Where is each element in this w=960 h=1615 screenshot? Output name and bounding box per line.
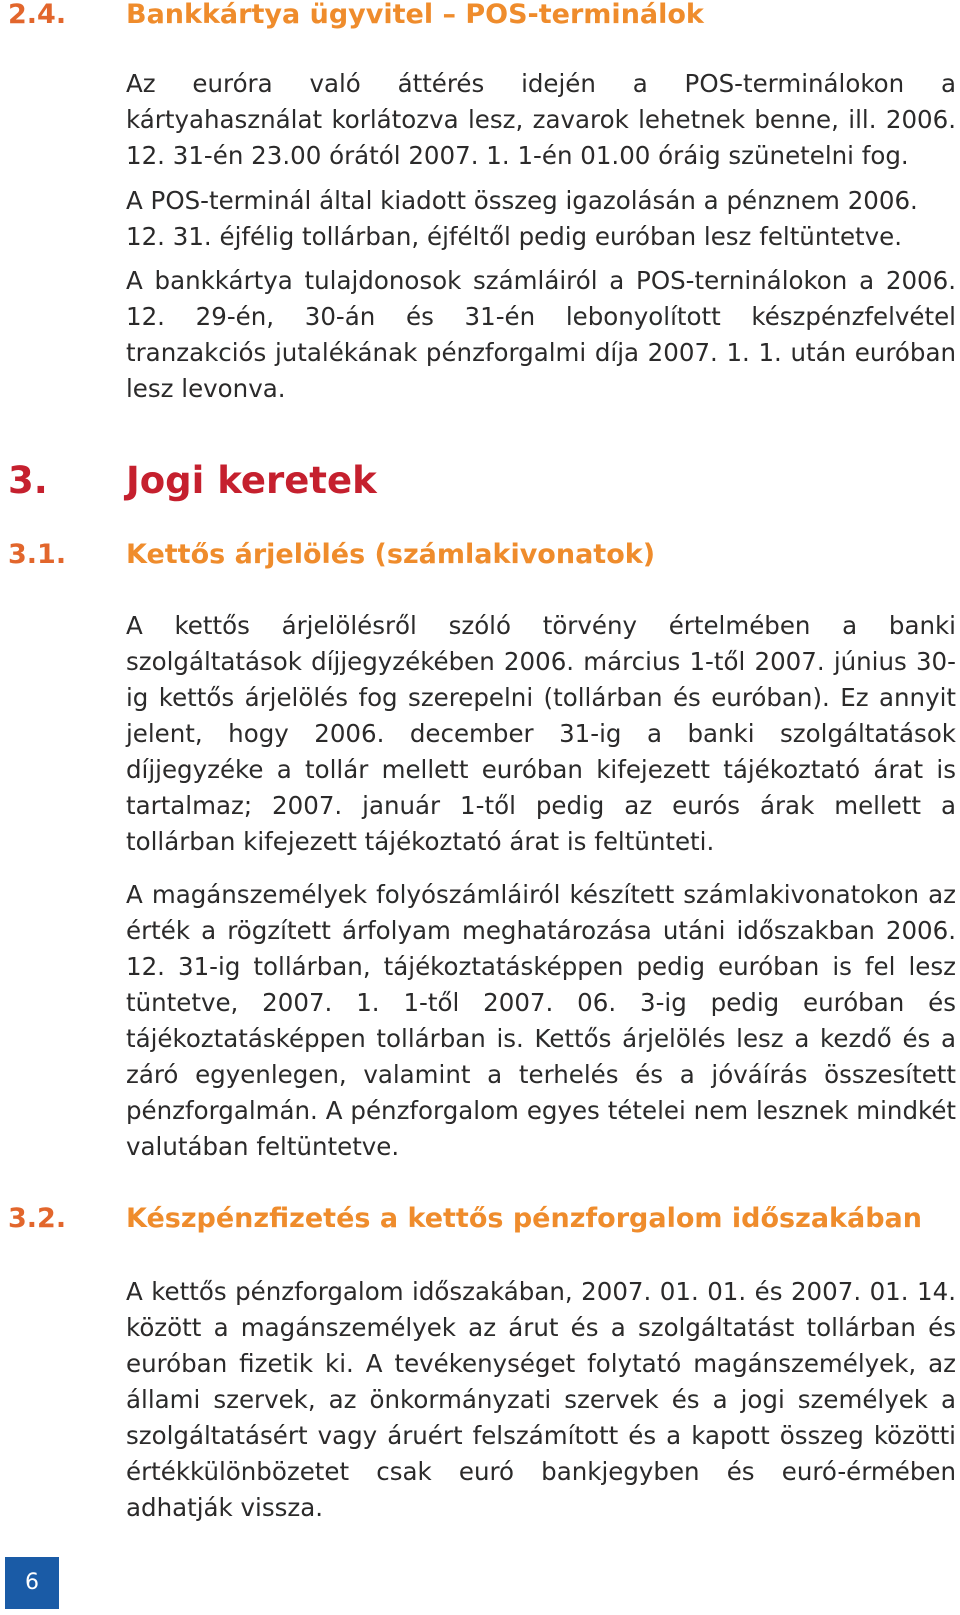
- page-number-badge: 6: [5, 1557, 59, 1609]
- section-3-1-paragraph-2: A magánszemélyek folyószámláiról készített számlakivonatokon az érték a rögzített árfolyam meghatározása utáni időszakban 2006. 12. 31-ig tollárban, tájékoztatásképpen pedig euróban is fel lesz tüntetve, 2007. 1. 1-től 2007. 06. 3-ig pedig euróban és tájékoztatásképpen tollárban is. Kettős árjelölés lesz a kezdő és a záró egyenlegen, valamint a terhelés és a jóváírás összesített pénzforgalmán. A pénzforgalom egyes tételei nem lesznek mindkét valutában feltüntetve.: [126, 880, 956, 1161]
- chapter-3-title: Jogi keretek: [126, 459, 377, 502]
- section-2-4-paragraph-1: Az euróra való áttérés idején a POS-terminálokon a kártyahasználat korlátozva lesz, zavarok lehetnek benne, ill. 2006. 12. 31-én 23.00 órától 2007. 1. 1-én 01.00 óráig szünetelni fog.: [126, 69, 956, 170]
- section-3-2-number: 3.2.: [8, 1203, 67, 1234]
- section-2-4-title: Bankkártya ügyvitel – POS-terminálok: [126, 0, 704, 30]
- section-3-1-number: 3.1.: [8, 539, 67, 570]
- section-2-4-number: 2.4.: [8, 0, 67, 30]
- section-3-2-title: Készpénzfizetés a kettős pénzforgalom időszakában: [126, 1203, 922, 1234]
- section-3-1-paragraph-1: A kettős árjelölésről szóló törvény értelmében a banki szolgáltatások díjjegyzékében 2006. március 1-től 2007. június 30-ig kettős árjelölés fog szerepelni (tollárban és euróban). Ez annyit jelent, hogy 2006. december 31-ig a banki szolgáltatások díjjegyzéke a tollár mellett euróban kifejezett tájékoztató árat is tartalmaz; 2007. január 1-től pedig az eurós árak mellett a tollárban kifejezett tájékoztató árat is feltünteti.: [126, 611, 956, 856]
- section-3-2-paragraph-1: A kettős pénzforgalom időszakában, 2007. 01. 01. és 2007. 01. 14. között a magánszemélyek az árut és a szolgáltatást tollárban és euróban fizetik ki. A tevékenységet folytató magánszemélyek, az állami szervek, az önkormányzati szervek és a jogi személyek a szolgáltatásért vagy áruért felszámított és a kapott összeg közötti értékkülönbözetet csak euró bankjegyben és euró-érmében adhatják vissza.: [126, 1277, 956, 1522]
- section-2-4-paragraph-2: A POS-terminál által kiadott összeg igazolásán a pénznem 2006. 12. 31. éjfélig tollárban, éjféltől pedig euróban lesz feltüntetve.: [126, 186, 918, 251]
- section-2-4-paragraph-3: A bankkártya tulajdonosok számláiról a POS-terninálokon a 2006. 12. 29-én, 30-án és 31-én lebonyolított készpénzfelvétel tranzakciós jutalékának pénzforgalmi díja 2007. 1. 1. után euróban lesz levonva.: [126, 266, 956, 403]
- chapter-3-number: 3.: [8, 459, 48, 502]
- section-3-1-title: Kettős árjelölés (számlakivonatok): [126, 539, 656, 570]
